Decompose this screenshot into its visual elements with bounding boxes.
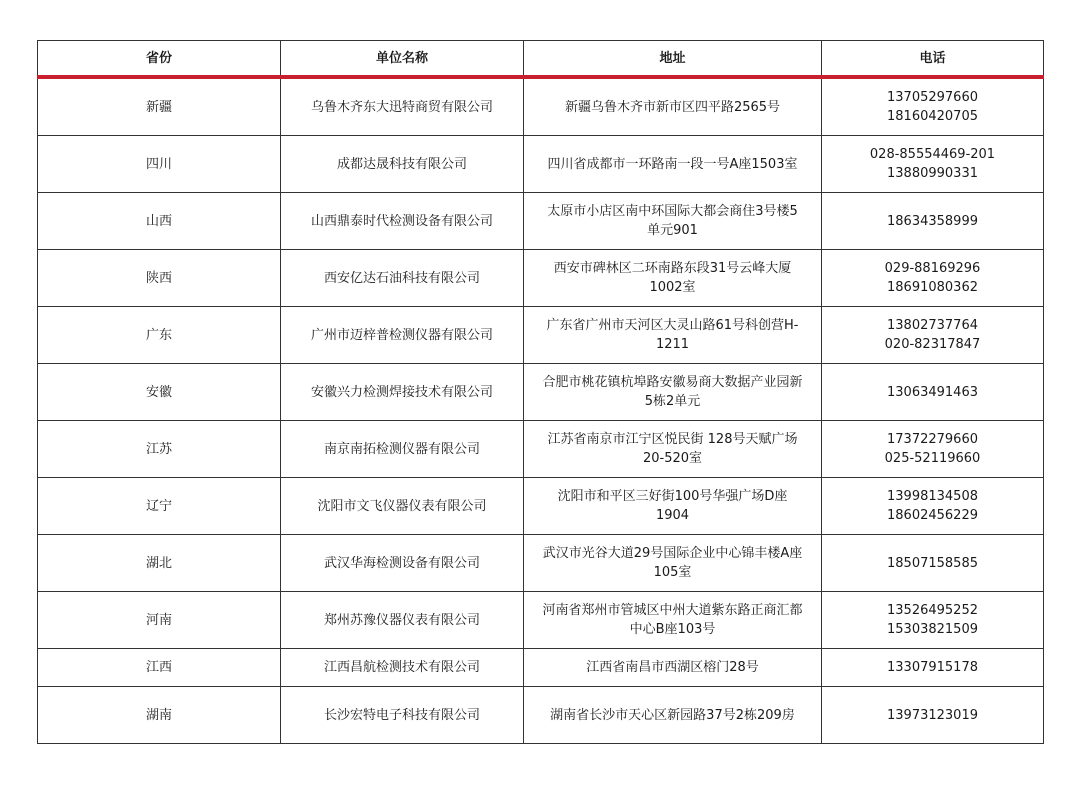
phone-number: 029-88169296 [884, 261, 981, 276]
address-line: 合肥市桃花镇杭埠路安徽易商大数据产业园新 [542, 375, 803, 390]
header-phone: 电话 [822, 41, 1044, 78]
distributor-table [37, 40, 1044, 744]
address-cell [524, 478, 822, 535]
address-cell [524, 250, 822, 307]
phone-cell [822, 193, 1044, 250]
phone-number: 13973123019 [887, 707, 978, 723]
phone-cell [822, 307, 1044, 364]
table-row [38, 364, 1044, 421]
address-cell [524, 364, 822, 421]
table-row [38, 687, 1044, 744]
address-line: 西安市碑林区二环南路东段31号云峰大厦 [553, 261, 792, 276]
address-line: 沈阳市和平区三好街100号华强广场D座 [557, 489, 788, 504]
phone-number: 13307915178 [887, 660, 978, 675]
phone-cell [822, 649, 1044, 687]
address-line: 武汉市光谷大道29号国际企业中心锦丰楼A座 [542, 546, 803, 561]
phone-cell [822, 77, 1044, 136]
phone-cell [822, 687, 1044, 744]
address-line: 1211 [655, 337, 690, 352]
phone-number: 15303821509 [887, 622, 978, 637]
company-cell: 安徽兴力检测焊接技术有限公司 [281, 364, 524, 421]
address-line: 1904 [655, 508, 690, 523]
header-company: 单位名称 [281, 41, 524, 78]
table-row [38, 136, 1044, 193]
phone-cell [822, 136, 1044, 193]
phone-number: 18634358999 [887, 213, 978, 229]
table-row [38, 77, 1044, 136]
company-cell: 江西昌航检测技术有限公司 [281, 649, 524, 687]
address-cell [524, 136, 822, 193]
address-line: 1002室 [649, 280, 696, 295]
province-cell: 江苏 [38, 421, 281, 478]
address-line: 湖南省长沙市天心区新园路37号2栋209房 [550, 707, 795, 723]
company-cell: 成都达晟科技有限公司 [281, 136, 524, 193]
province-cell: 江西 [38, 649, 281, 687]
table-row [38, 250, 1044, 307]
address-cell [524, 535, 822, 592]
address-line: 5栋2单元 [644, 394, 701, 409]
company-cell: 广州市迈梓普检测仪器有限公司 [281, 307, 524, 364]
company-cell: 郑州苏豫仪器仪表有限公司 [281, 592, 524, 649]
address-line: 单元901 [647, 223, 698, 238]
phone-number: 13705297660 [887, 90, 978, 105]
distributor-table-container [37, 40, 1043, 744]
address-line: 中心B座103号 [629, 622, 716, 637]
phone-cell [822, 478, 1044, 535]
table-header-row [38, 41, 1044, 78]
address-cell [524, 592, 822, 649]
province-cell: 湖南 [38, 687, 281, 744]
phone-number: 17372279660 [887, 432, 978, 447]
address-line: 新疆乌鲁木齐市新市区四平路2565号 [564, 99, 781, 115]
address-line: 河南省郑州市管城区中州大道紫东路正商汇都 [542, 603, 803, 618]
address-cell [524, 193, 822, 250]
table-row [38, 478, 1044, 535]
table-row [38, 592, 1044, 649]
address-line: 20-520室 [642, 451, 703, 466]
province-cell: 新疆 [38, 77, 281, 136]
address-cell [524, 307, 822, 364]
company-cell: 山西鼎泰时代检测设备有限公司 [281, 193, 524, 250]
phone-number: 18691080362 [887, 280, 978, 295]
company-cell: 武汉华海检测设备有限公司 [281, 535, 524, 592]
phone-number: 13063491463 [887, 384, 978, 400]
province-cell: 广东 [38, 307, 281, 364]
province-cell: 安徽 [38, 364, 281, 421]
table-row [38, 421, 1044, 478]
province-cell: 河南 [38, 592, 281, 649]
phone-cell [822, 592, 1044, 649]
address-line: 江西省南昌市西湖区榕门28号 [586, 660, 759, 675]
address-line: 四川省成都市一环路南一段一号A座1503室 [547, 156, 798, 172]
company-cell: 长沙宏特电子科技有限公司 [281, 687, 524, 744]
address-cell [524, 77, 822, 136]
company-cell: 沈阳市文飞仪器仪表有限公司 [281, 478, 524, 535]
company-cell: 南京南拓检测仪器有限公司 [281, 421, 524, 478]
header-address: 地址 [524, 41, 822, 78]
phone-number: 020-82317847 [884, 337, 981, 352]
phone-number: 13880990331 [887, 166, 978, 181]
phone-cell [822, 421, 1044, 478]
address-line: 广东省广州市天河区大灵山路61号科创营H- [546, 318, 799, 333]
table-row [38, 535, 1044, 592]
phone-number: 18507158585 [887, 555, 978, 571]
province-cell: 四川 [38, 136, 281, 193]
address-line: 105室 [653, 565, 692, 580]
address-line: 太原市小店区南中环国际大都会商住3号楼5 [547, 204, 798, 219]
phone-number: 13802737764 [887, 318, 978, 333]
province-cell: 辽宁 [38, 478, 281, 535]
phone-cell [822, 250, 1044, 307]
phone-number: 028-85554469-201 [869, 147, 996, 162]
phone-number: 18602456229 [887, 508, 978, 523]
table-row [38, 649, 1044, 687]
province-cell: 山西 [38, 193, 281, 250]
phone-cell [822, 535, 1044, 592]
address-cell [524, 649, 822, 687]
province-cell: 湖北 [38, 535, 281, 592]
phone-number: 18160420705 [887, 109, 978, 124]
phone-number: 13998134508 [887, 489, 978, 504]
phone-number: 13526495252 [887, 603, 978, 618]
company-cell: 乌鲁木齐东大迅特商贸有限公司 [281, 77, 524, 136]
company-cell: 西安亿达石油科技有限公司 [281, 250, 524, 307]
table-body [38, 77, 1044, 744]
phone-number: 025-52119660 [884, 451, 981, 466]
address-cell [524, 687, 822, 744]
table-row [38, 193, 1044, 250]
address-cell [524, 421, 822, 478]
table-row [38, 307, 1044, 364]
phone-cell [822, 364, 1044, 421]
address-line: 江苏省南京市江宁区悦民街 128号天赋广场 [547, 432, 798, 447]
province-cell: 陕西 [38, 250, 281, 307]
header-province: 省份 [38, 41, 281, 78]
